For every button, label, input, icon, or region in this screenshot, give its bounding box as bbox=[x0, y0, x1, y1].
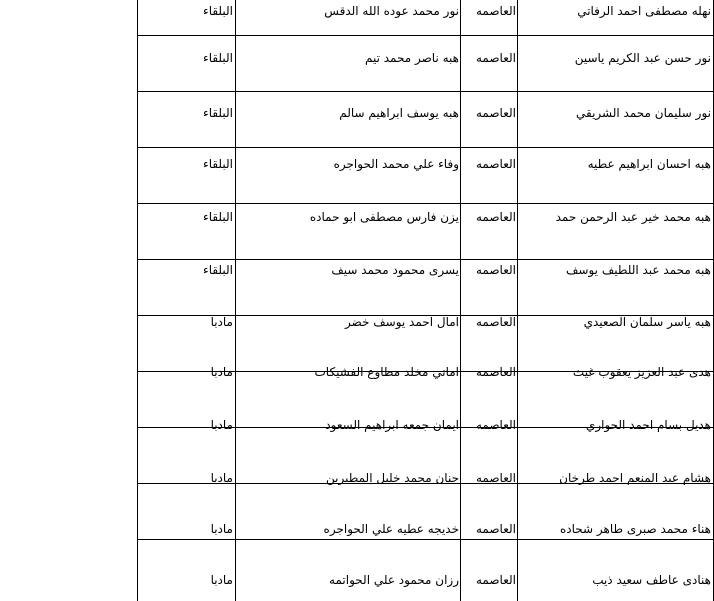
city-cell: العاصمه bbox=[476, 522, 516, 536]
row-divider bbox=[137, 539, 714, 540]
row-divider bbox=[137, 259, 714, 260]
region-cell: مادبا bbox=[210, 573, 233, 587]
person-name-cell: نور حسن عبد الكريم ياسين bbox=[574, 51, 711, 65]
second-name-cell: هبه ناصر محمد تيم bbox=[365, 51, 459, 65]
city-cell: العاصمه bbox=[476, 210, 516, 224]
region-cell: البلقاء bbox=[203, 263, 233, 277]
city-cell: العاصمه bbox=[476, 471, 516, 485]
second-name-cell: خديجه عطيه علي الحواجره bbox=[323, 522, 459, 536]
city-cell: العاصمه bbox=[476, 51, 516, 65]
city-cell: العاصمه bbox=[476, 365, 516, 379]
region-cell: مادبا bbox=[210, 418, 233, 432]
second-name-cell: يسرى محمود محمد سيف bbox=[331, 263, 459, 277]
region-cell: مادبا bbox=[210, 315, 233, 329]
city-cell: العاصمه bbox=[476, 4, 516, 18]
city-cell: العاصمه bbox=[476, 315, 516, 329]
second-name-cell: نور محمد عوده الله الدقس bbox=[324, 4, 459, 18]
second-name-cell: اماني مخلد مطاوع الفشيكات bbox=[314, 365, 459, 379]
second-name-cell: حنان محمد خليل المطيرين bbox=[326, 471, 459, 485]
region-cell: البلقاء bbox=[203, 106, 233, 120]
region-cell: مادبا bbox=[210, 365, 233, 379]
person-name-cell: هبه محمد خير عبد الرحمن حمد bbox=[555, 210, 711, 224]
city-cell: العاصمه bbox=[476, 263, 516, 277]
row-divider bbox=[137, 147, 714, 148]
second-name-cell: رزان محمود علي الحواتمه bbox=[329, 573, 459, 587]
person-name-cell: هديل بسام احمد الحواري bbox=[585, 418, 711, 432]
second-name-cell: ايمان جمعه ابراهيم السعود bbox=[325, 418, 459, 432]
region-cell: مادبا bbox=[210, 471, 233, 485]
region-cell: مادبا bbox=[210, 522, 233, 536]
person-name-cell: هبه ياسر سلمان الصعيدي bbox=[583, 315, 711, 329]
person-name-cell: نور سليمان محمد الشريقي bbox=[576, 106, 711, 120]
person-name-cell: هبه محمد عبد اللطيف يوسف bbox=[566, 263, 711, 277]
region-cell: البلقاء bbox=[203, 51, 233, 65]
region-cell: البلقاء bbox=[203, 157, 233, 171]
person-name-cell: هدى عبد العزيز يعقوب غيث bbox=[572, 365, 711, 379]
second-name-cell: وفاء علي محمد الحواجره bbox=[333, 157, 459, 171]
second-name-cell: يزن فارس مصطفى ابو حماده bbox=[309, 210, 459, 224]
person-name-cell: هنادى عاطف سعيد ذيب bbox=[592, 573, 711, 587]
person-name-cell: هشام عبد المنعم احمد طرخان bbox=[559, 471, 711, 485]
row-divider bbox=[137, 91, 714, 92]
second-name-cell: هبه يوسف ابراهيم سالم bbox=[339, 106, 459, 120]
person-name-cell: نهله مصطفى احمد الرفاتي bbox=[577, 4, 711, 18]
person-name-cell: هبه احسان ابراهيم عطيه bbox=[587, 157, 711, 171]
second-name-cell: امال احمد يوسف خضر bbox=[344, 315, 459, 329]
city-cell: العاصمه bbox=[476, 418, 516, 432]
region-cell: البلقاء bbox=[203, 210, 233, 224]
row-divider bbox=[137, 203, 714, 204]
region-cell: البلقاء bbox=[203, 4, 233, 18]
city-cell: العاصمه bbox=[476, 106, 516, 120]
city-cell: العاصمه bbox=[476, 157, 516, 171]
person-name-cell: هناء محمد صبرى طاهر شحاده bbox=[560, 522, 711, 536]
city-cell: العاصمه bbox=[476, 573, 516, 587]
